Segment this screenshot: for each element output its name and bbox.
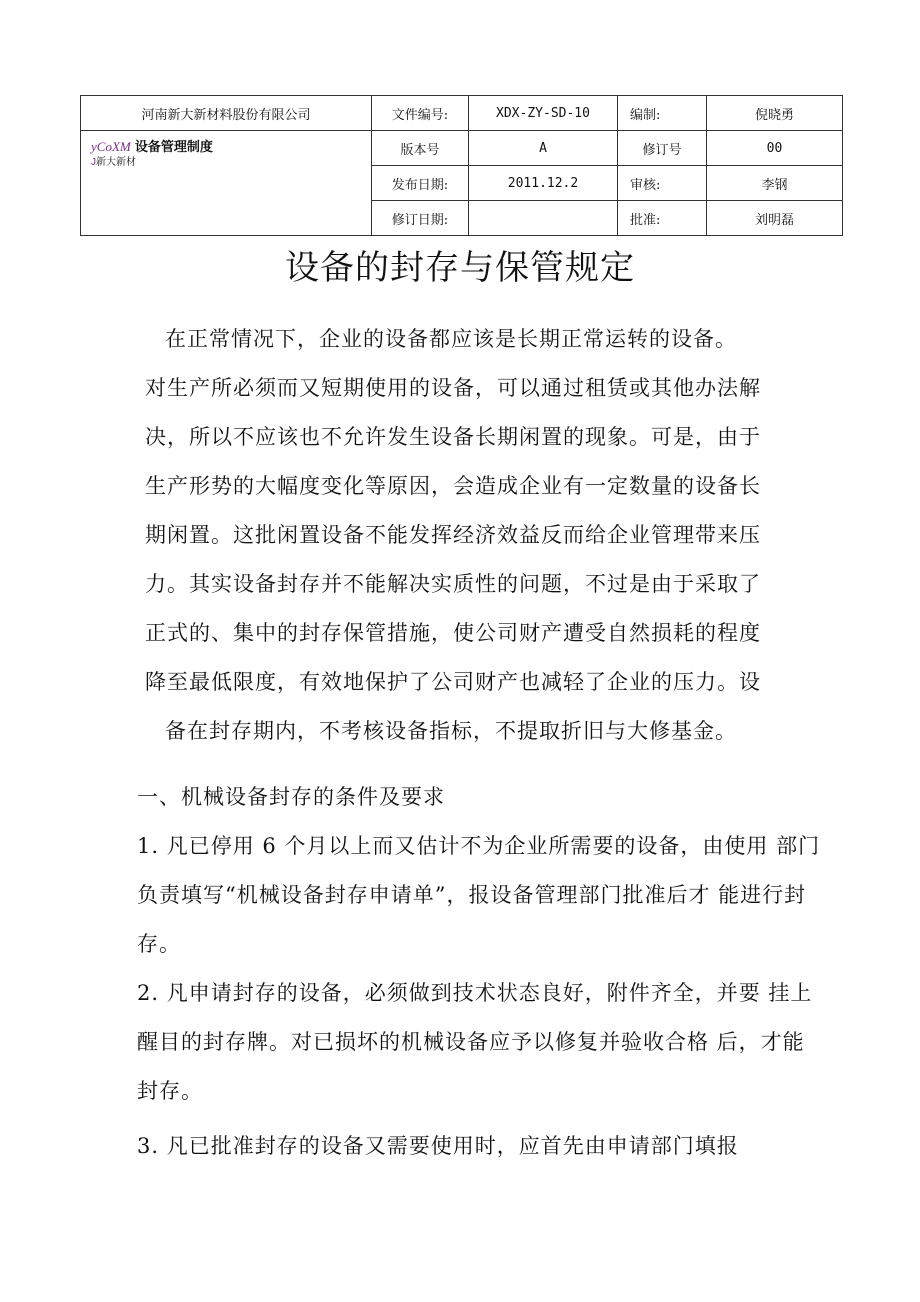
company-name: 河南新大新材料股份有限公司 (81, 96, 372, 131)
intro-line: 期闲置。这批闲置设备不能发挥经济效益反而给企业管理带来压 (145, 523, 761, 547)
item-1-line: 1. 凡已停用 6 个月以上而又估计不为企业所需要的设备，由使用 部门 (137, 834, 821, 858)
item-2-line: 2. 凡申请封存的设备，必须做到技术状态良好，附件齐全，并要 挂上 (137, 981, 813, 1005)
intro-line: 对生产所必须而又短期使用的设备，可以通过租赁或其他办法解 (145, 376, 761, 400)
item-1-line: 存。 (137, 932, 181, 956)
issue-date-label: 发布日期: (372, 166, 469, 201)
system-name: 设备管理制度 (134, 139, 213, 154)
intro-line: 备在封存期内，不考核设备指标，不提取折旧与大修基金。 (165, 719, 737, 743)
item-3-line: 3. 凡已批准封存的设备又需要使用时，应首先由申请部门填报 (137, 1134, 739, 1158)
item-1-line: 负责填写“机械设备封存申请单”，报设备管理部门批准后才 能进行封 (137, 883, 807, 907)
revision-date-value (469, 201, 618, 236)
issue-date-value: 2011.12.2 (469, 166, 618, 201)
approver-label: 批准: (618, 201, 707, 236)
logo-subtitle: 新大新材 (96, 157, 136, 168)
compiler-label: 编制: (618, 96, 707, 131)
reviewer-value: 李钢 (707, 166, 843, 201)
intro-line: 决，所以不应该也不允许发生设备长期闲置的现象。可是，由于 (145, 425, 761, 449)
revision-no-value: 00 (707, 131, 843, 166)
revision-no-label: 修订号 (618, 131, 707, 166)
version-label: 版本号 (372, 131, 469, 166)
file-no-label: 文件编号: (372, 96, 469, 131)
logo-mark: J (91, 157, 96, 168)
compiler-value: 倪晓勇 (707, 96, 843, 131)
file-no-value: XDX-ZY-SD-10 (469, 96, 618, 131)
header-row-1 (81, 96, 843, 131)
item-2-line: 封存。 (137, 1079, 203, 1103)
intro-line: 在正常情况下，企业的设备都应该是长期正常运转的设备。 (165, 327, 737, 351)
document-title: 设备的封存与保管规定 (285, 248, 635, 288)
section-heading: 一、机械设备封存的条件及要求 (137, 785, 445, 809)
approver-value: 刘明磊 (707, 201, 843, 236)
intro-line: 生产形势的大幅度变化等原因，会造成企业有一定数量的设备长 (145, 474, 761, 498)
logo-block (81, 131, 372, 236)
logo-subline (91, 156, 371, 170)
intro-line: 降至最低限度，有效地保护了公司财产也减轻了企业的压力。设 (145, 670, 761, 694)
revision-date-label: 修订日期: (372, 201, 469, 236)
intro-line: 力。其实设备封存并不能解决实质性的问题，不过是由于采取了 (145, 572, 761, 596)
logo-line (91, 139, 371, 156)
brand-logo: yCoXM (91, 139, 131, 154)
header-row-2 (81, 131, 843, 166)
intro-line: 正式的、集中的封存保管措施，使公司财产遭受自然损耗的程度 (145, 621, 761, 645)
item-2-line: 醒目的封存牌。对已损坏的机械设备应予以修复并验收合格 后，才能 (137, 1030, 805, 1054)
document-header-table (80, 95, 843, 236)
reviewer-label: 审核: (618, 166, 707, 201)
version-value: A (469, 131, 618, 166)
